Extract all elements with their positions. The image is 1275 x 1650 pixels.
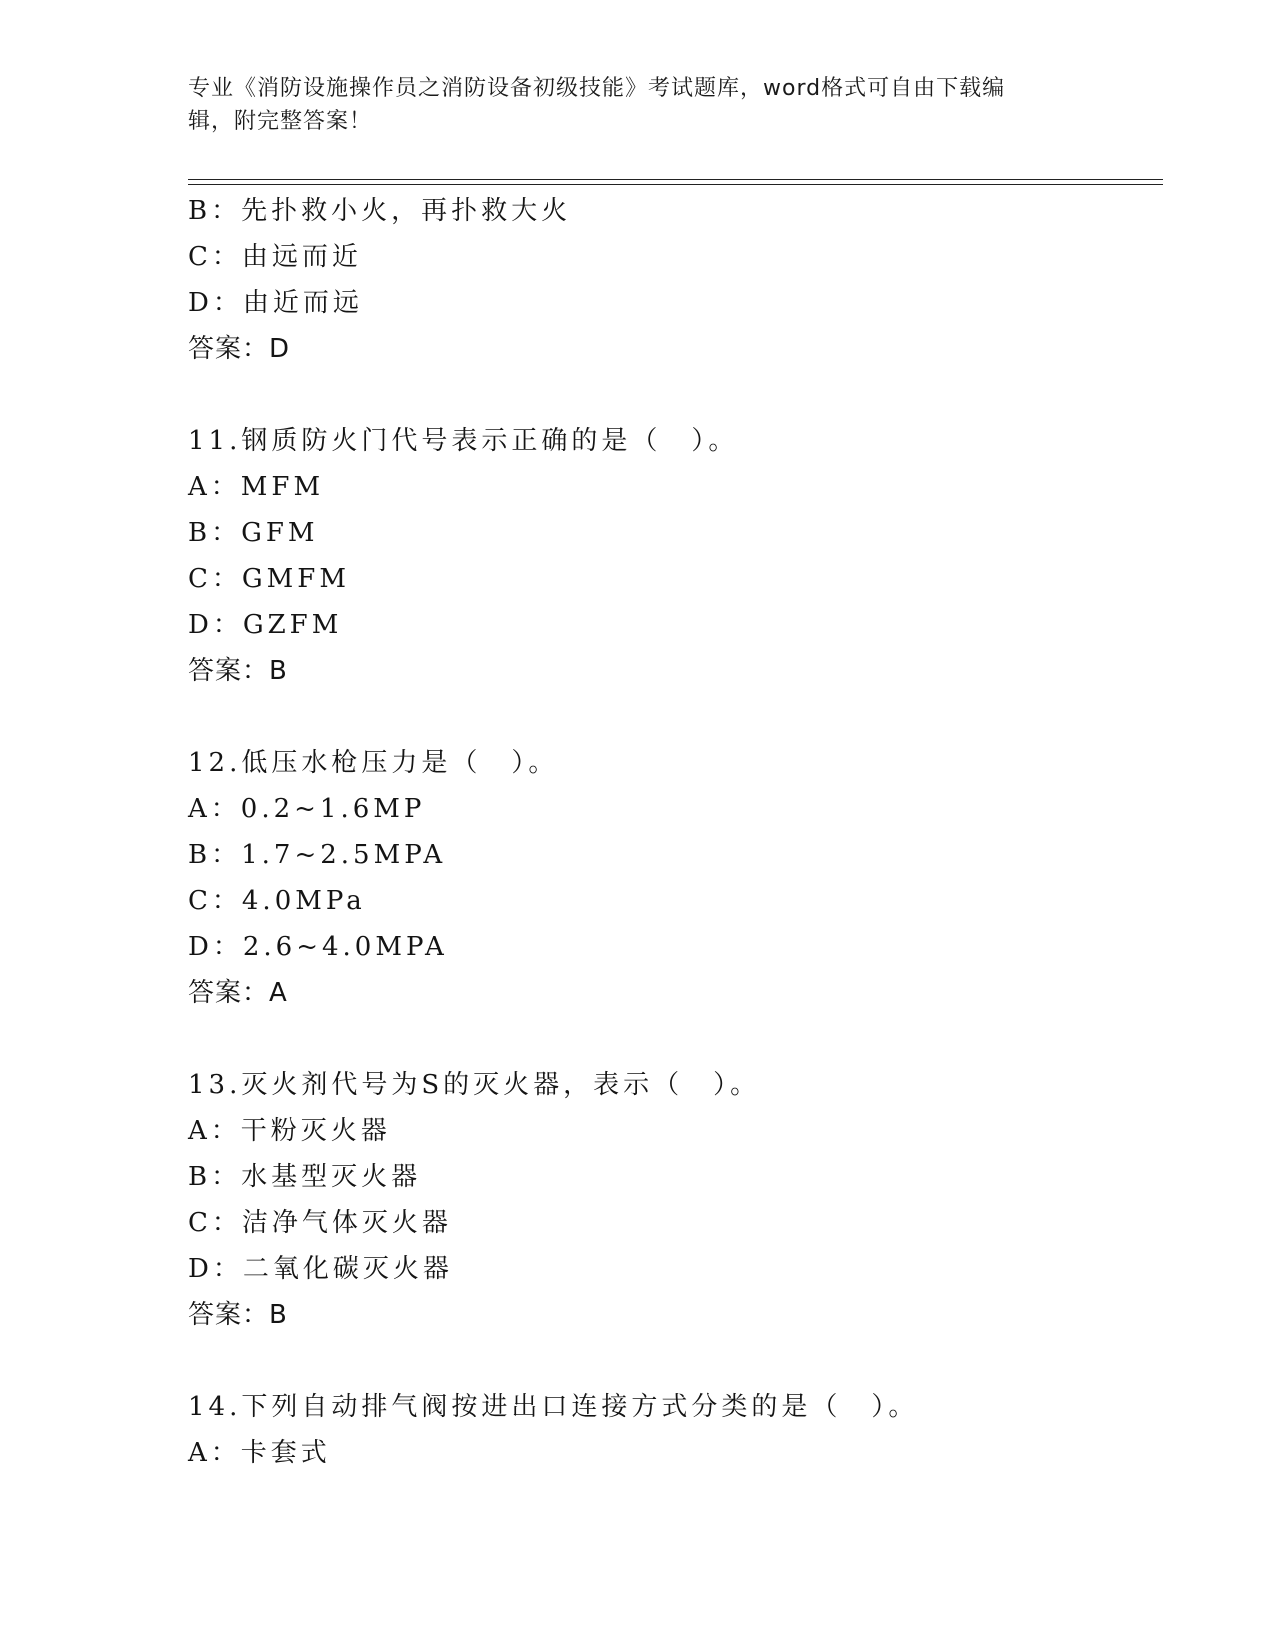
header-line-2: 辑，附完整答案！ [188,109,373,134]
question-stem: 12.低压水枪压力是（ ）。 [188,748,559,778]
option-c: C：由远而近 [188,242,362,272]
option-b: B：GFM [188,518,319,548]
question-stem: 14.下列自动排气阀按进出口连接方式分类的是（ ）。 [188,1392,919,1422]
spacer [188,1016,1163,1062]
option-d: D：GZFM [188,610,343,640]
question-stem: 13.灭火剂代号为S的灭火器，表示（ ）。 [188,1070,761,1100]
option-b: B：水基型灭火器 [188,1162,422,1192]
option-a: A：0.2~1.6MP [188,794,426,824]
question-block-10 [188,188,1163,372]
document-header [188,72,1088,138]
header-divider-bottom [188,184,1163,185]
question-block-13 [188,1062,1163,1338]
answer-line: 答案：D [188,334,291,364]
option-d: D：二氧化碳灭火器 [188,1254,453,1284]
option-a: A：MFM [188,472,325,502]
question-list [188,188,1163,1476]
spacer [188,372,1163,418]
header-divider-top [188,179,1163,180]
answer-line: 答案：B [188,1300,288,1330]
question-stem: 11.钢质防火门代号表示正确的是（ ）。 [188,426,739,456]
question-block-12 [188,740,1163,1016]
option-a: A：卡套式 [188,1438,331,1468]
answer-line: 答案：A [188,978,288,1008]
option-d: D：2.6~4.0MPA [188,932,448,962]
option-c: C：GMFM [188,564,350,594]
option-d: D：由近而远 [188,288,363,318]
spacer [188,1338,1163,1384]
spacer [188,694,1163,740]
option-c: C：洁净气体灭火器 [188,1208,452,1238]
option-b: B：先扑救小火，再扑救大火 [188,196,572,226]
header-line-1: 专业《消防设施操作员之消防设备初级技能》考试题库，word格式可自由下载编 [188,76,1006,101]
answer-line: 答案：B [188,656,288,686]
question-block-14 [188,1384,1163,1476]
option-a: A：干粉灭火器 [188,1116,391,1146]
question-block-11 [188,418,1163,694]
option-c: C：4.0MPa [188,886,366,916]
option-b: B：1.7~2.5MPA [188,840,447,870]
